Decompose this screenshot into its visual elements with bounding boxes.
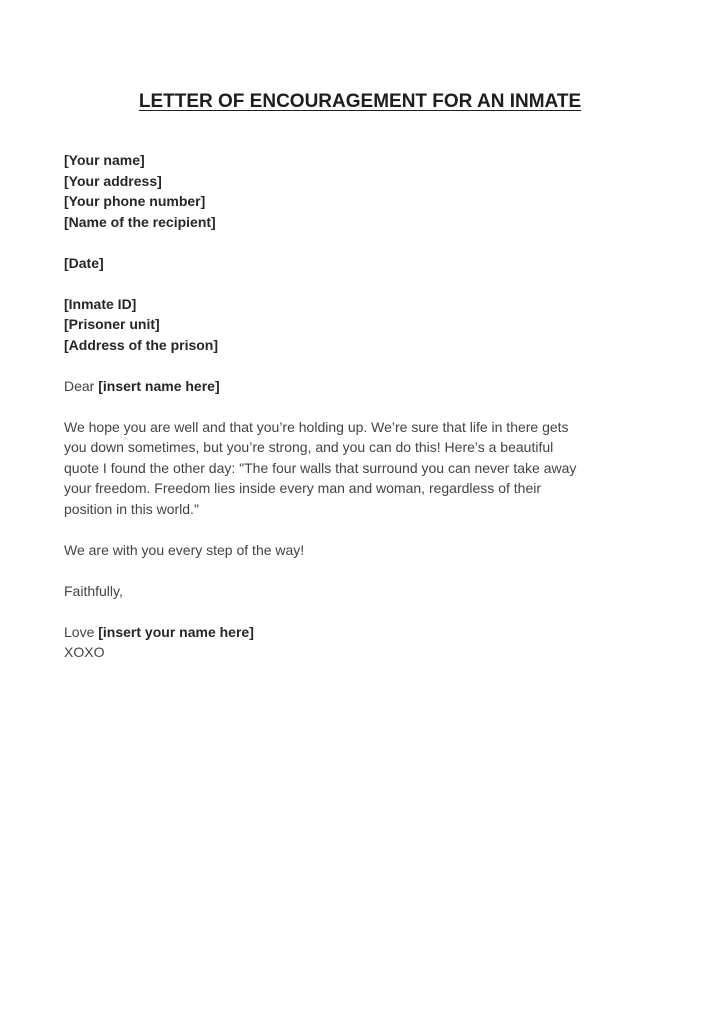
sender-name: [Your name] [64, 152, 145, 168]
spacer [64, 232, 664, 253]
spacer [64, 396, 664, 417]
body-line: your freedom. Freedom lies inside every man and woman, regardless of their [64, 480, 541, 496]
body-paragraph [64, 417, 664, 520]
letter-title-text: LETTER OF ENCOURAGEMENT FOR AN INMATE [138, 91, 582, 112]
spacer [64, 519, 664, 540]
closing: Faithfully, [64, 582, 123, 599]
sender-block [64, 150, 664, 232]
letter-title [0, 91, 720, 113]
inmate-block [64, 294, 664, 356]
recipient-name: [Name of the recipient] [64, 213, 216, 230]
signoff-kisses: XOXO [64, 644, 105, 660]
inmate-id: [Inmate ID] [64, 295, 137, 312]
body-line: We hope you are well and that you’re holding up. We’re sure that life in there gets [64, 418, 569, 435]
signoff [64, 622, 664, 643]
salutation-prefix: Dear [64, 377, 99, 394]
body-line: you down sometimes, but you’re strong, and you can do this! Here’s a beautiful [64, 439, 554, 455]
body-line: quote I found the other day: "The four walls that surround you can never take away [64, 459, 577, 476]
support-line: We are with you every step of the way! [64, 541, 305, 558]
spacer [64, 601, 664, 622]
body-line: position in this world." [64, 500, 199, 517]
signoff-name: [insert your name here] [98, 623, 254, 640]
salutation [64, 376, 664, 397]
salutation-name: [insert name here] [98, 377, 220, 394]
letter-date: [Date] [64, 254, 104, 271]
prisoner-unit: [Prisoner unit] [64, 316, 160, 332]
sender-phone: [Your phone number] [64, 193, 206, 209]
spacer [64, 355, 664, 376]
prison-address: [Address of the prison] [64, 336, 219, 353]
letter-content [64, 150, 664, 663]
signoff-prefix: Love [64, 623, 99, 640]
spacer [64, 560, 664, 581]
sender-address: [Your address] [64, 172, 162, 189]
spacer [64, 273, 664, 294]
